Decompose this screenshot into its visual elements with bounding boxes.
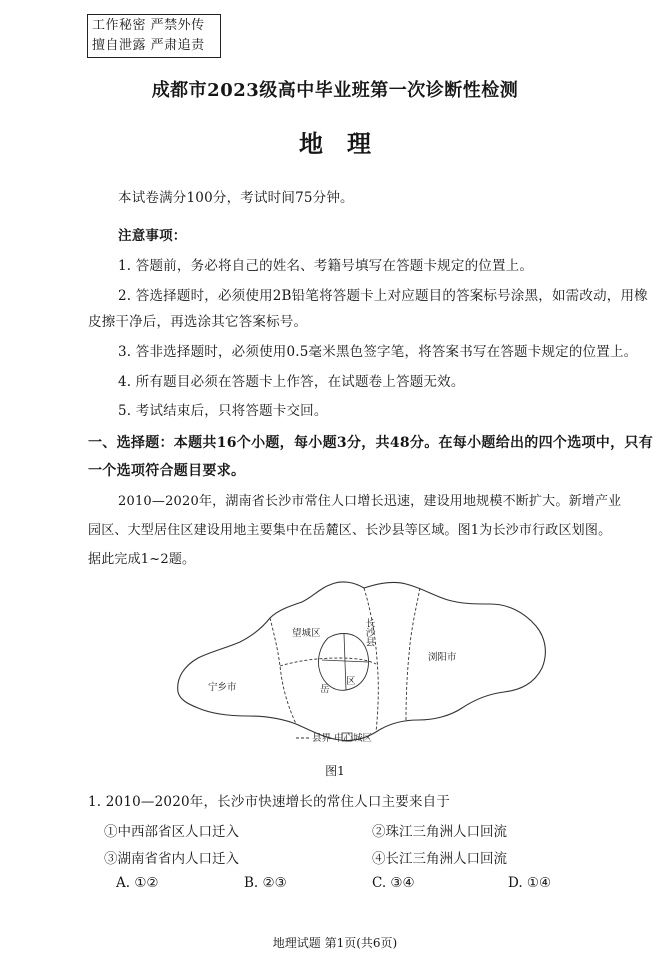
stamp-line-2: 擅自泄露 严肃追责 — [92, 38, 205, 53]
intro-text: 本试卷满分100分，考试时间75分钟。 — [118, 190, 354, 206]
note-item-3: 3. 答非选择题时，必须使用0.5毫米黑色签字笔，将答案书写在答题卡规定的位置上。 — [118, 344, 638, 360]
option-a[interactable]: A. ①② — [116, 875, 159, 891]
page-footer: 地理试题 第1页(共6页) — [272, 936, 398, 950]
statement-1: ①中西部省区人口迁入 — [104, 824, 239, 840]
statement-4: ④长江三角洲人口回流 — [372, 851, 507, 867]
changsha-admin-map — [170, 574, 550, 754]
passage-line-1: 2010—2020年，湖南省长沙市常住人口增长迅速，建设用地规模不断扩大。新增产业 — [118, 494, 622, 509]
confidential-stamp — [87, 14, 221, 58]
option-d[interactable]: D. ①④ — [508, 875, 552, 891]
map-county-boundary-2 — [364, 588, 378, 732]
passage-line-3: 据此完成1~2题。 — [88, 552, 196, 567]
map-label-wangcheng: 望城区 — [292, 628, 321, 639]
option-b[interactable]: B. ②③ — [244, 875, 287, 891]
subject-title: 地理 — [299, 129, 395, 158]
exam-title: 成都市2023级高中毕业班第一次诊断性检测 — [151, 80, 519, 101]
map-outer-boundary — [178, 582, 546, 741]
note-item-1: 1. 答题前，务必将自己的姓名、考籍号填写在答题卡规定的位置上。 — [118, 258, 534, 274]
note-item-2-cont: 皮擦干净后，再选涂其它答案标号。 — [88, 314, 308, 330]
map-legend: 县界 中心城区 — [312, 733, 373, 744]
figure-caption: 图1 — [325, 764, 345, 778]
map-label-liuyang: 浏阳市 — [428, 652, 457, 663]
note-item-4: 4. 所有题目必须在答题卡上作答，在试题卷上答题无效。 — [118, 374, 465, 390]
map-label-district: 区 — [346, 676, 356, 687]
map-label-yuelu: 岳 — [320, 684, 330, 695]
statement-3: ③湖南省省内人口迁入 — [104, 851, 239, 867]
section-heading-line-2: 一个选项符合题目要求。 — [88, 463, 246, 479]
question-1-stem: 1. 2010—2020年，长沙市快速增长的常住人口主要来自于 — [88, 794, 451, 810]
option-c[interactable]: C. ③④ — [372, 875, 415, 891]
note-item-5: 5. 考试结束后，只将答题卡交回。 — [118, 403, 328, 419]
map-label-ningxiang: 宁乡市 — [208, 682, 237, 693]
passage-line-2: 园区、大型居住区建设用地主要集中在岳麓区、长沙县等区域。图1为长沙市行政区划图。 — [88, 523, 612, 538]
section-heading-line-1: 一、选择题：本题共16个小题，每小题3分，共48分。在每小题给出的四个选项中，只有 — [88, 435, 654, 451]
statement-2: ②珠江三角洲人口回流 — [372, 824, 507, 840]
notes-heading: 注意事项： — [118, 228, 187, 244]
note-item-2: 2. 答选择题时，必须使用2B铅笔将答题卡上对应题目的答案标号涂黑，如需改动，用橡 — [118, 288, 648, 304]
map-label-changsha-county: 长沙县 — [363, 618, 375, 647]
map-svg — [170, 574, 550, 754]
map-county-boundary-3 — [406, 588, 420, 720]
stamp-line-1: 工作秘密 严禁外传 — [92, 18, 205, 33]
